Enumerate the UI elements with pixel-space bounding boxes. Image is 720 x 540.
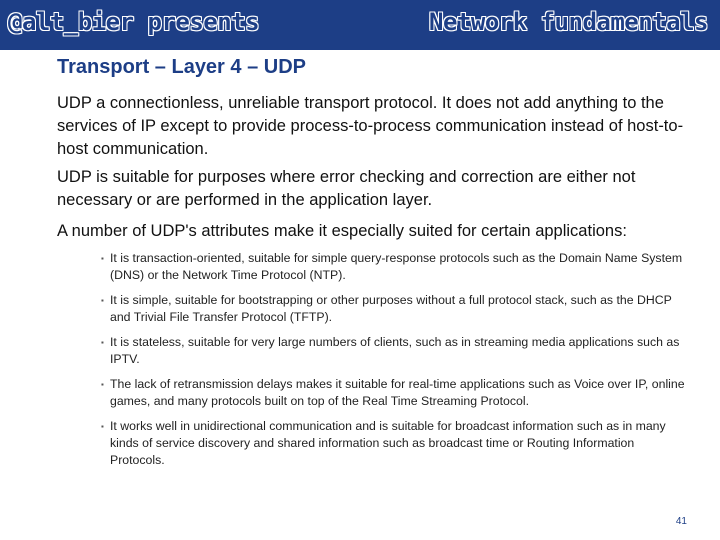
bullet-item-unidirectional: ▪ It works well in unidirectional communication and is suitable for broadcast information such as in many kinds of service discovery and shared information such as broadcast time or Routing Information Protocols. <box>101 418 691 469</box>
page-number: 41 <box>675 516 687 527</box>
attribute-bullet-list <box>101 250 691 477</box>
bullet-item-stateless: ▪ It is stateless, suitable for very large numbers of clients, such as in streaming media applications such as IPTV. <box>101 334 691 368</box>
bullet-item-transaction-oriented: ▪ It is transaction-oriented, suitable for simple query-response protocols such as the Domain Name System (DNS) or the Network Time Protocol (NTP). <box>101 250 691 284</box>
paragraph-udp-suitability: UDP is suitable for purposes where error checking and correction are either not necessary or are performed in the application layer. <box>57 168 636 209</box>
paragraph-udp-definition: UDP a connectionless, unreliable transport protocol. It does not add anything to the services of IP except to provide process-to-process communication instead of host-to-host communication. <box>57 94 684 158</box>
header-series-title: Network fundamentals <box>429 8 708 36</box>
bullet-item-simple: ▪ It is simple, suitable for bootstrapping or other purposes without a full protocol stack, such as the DHCP and Trivial File Transfer Protocol (TFTP). <box>101 292 691 326</box>
paragraph-udp-attributes-intro: A number of UDP's attributes make it especially suited for certain applications: <box>57 222 627 240</box>
slide-title: Transport – Layer 4 – UDP <box>57 56 306 78</box>
bullet-item-no-retransmission: ▪ The lack of retransmission delays makes it suitable for real-time applications such as Voice over IP, online games, and many protocols built on top of the Real Time Streaming Protocol. <box>101 376 691 410</box>
header-bar <box>0 0 720 50</box>
header-presenter-logo: @alt_bier presents <box>8 8 260 36</box>
